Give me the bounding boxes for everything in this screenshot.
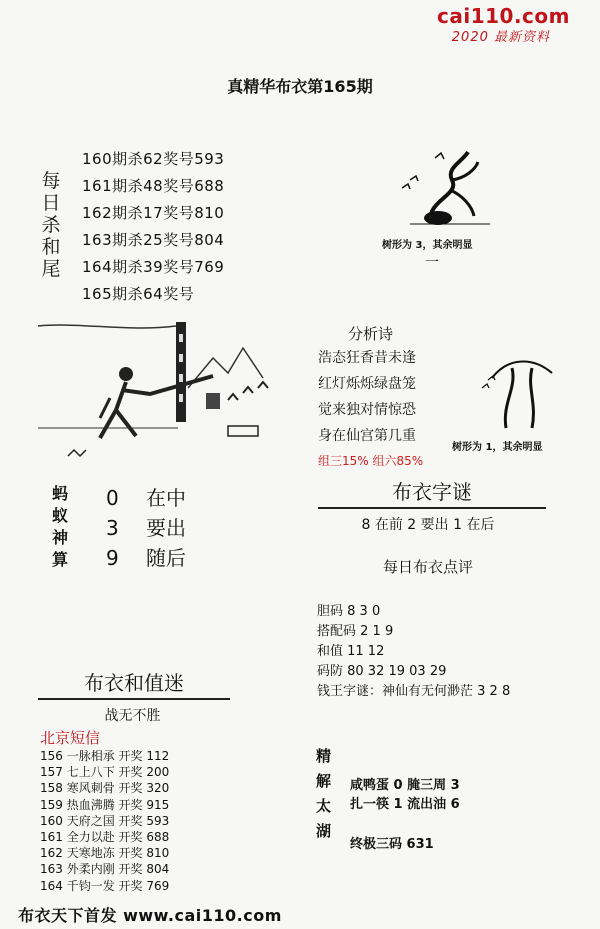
riddle-answer: 8 在前 2 要出 1 在后 <box>361 517 495 533</box>
tree-caption: 树形为 1，其余明显 <box>452 442 543 453</box>
label-char: 神 <box>52 528 69 547</box>
jingjie-label <box>316 744 331 844</box>
beijing-heading: 北京短信 <box>40 729 101 747</box>
review-line: 码防 80 32 19 03 29 <box>317 664 447 679</box>
ant-row <box>106 513 186 543</box>
list-item: 156 一脉相承 开奖 112 <box>40 749 170 763</box>
ant-rows <box>106 483 186 573</box>
jingjie-line: 咸鸭蛋 0 腌三周 3 <box>350 778 460 793</box>
beijing-list <box>40 748 169 894</box>
label-char: 解 <box>316 772 332 790</box>
label-char: 尾 <box>41 258 61 280</box>
label-char: 日 <box>41 192 61 214</box>
label-char: 精 <box>316 747 332 765</box>
combo-percent: 组三15% 组六85% <box>318 454 424 468</box>
label-char: 每 <box>41 170 61 192</box>
poem-lines <box>318 345 416 449</box>
ant-text: 在中 <box>146 486 186 510</box>
poem-line: 红灯烁烁绿盘笼 <box>318 376 416 392</box>
ant-text: 要出 <box>146 516 186 540</box>
ant-label <box>52 483 68 571</box>
list-item: 160期杀62奖号593 <box>82 150 225 168</box>
list-item: 159 热血沸腾 开奖 915 <box>40 797 170 812</box>
list-item: 162期杀17奖号810 <box>82 204 225 222</box>
warrior-illustration <box>38 318 300 468</box>
tree-mark: 一 <box>425 255 439 271</box>
ant-number: 0 <box>106 486 119 510</box>
review-line: 钱王字谜：神仙有无何渺茫 3 2 8 <box>317 684 511 699</box>
list-item: 161 全力以赴 开奖 688 <box>40 830 170 845</box>
poem-line: 身在仙宫第几重 <box>318 428 416 444</box>
list-item: 160 天府之国 开奖 593 <box>40 813 170 828</box>
ant-row <box>106 543 186 573</box>
review-line: 和值 11 12 <box>317 644 385 659</box>
tree-illustration <box>390 140 500 230</box>
hezhi-heading: 布衣和值迷 <box>38 667 230 700</box>
final-three-code: 终极三码 631 <box>350 837 434 852</box>
label-char: 和 <box>41 236 61 258</box>
ant-row <box>106 483 186 513</box>
list-item: 164期杀39奖号769 <box>82 258 225 276</box>
hezhi-answer: 战无不胜 <box>104 708 161 724</box>
label-char: 太 <box>316 797 332 815</box>
label-char: 湖 <box>316 822 332 840</box>
ant-number: 9 <box>106 546 119 570</box>
riddle-heading: 布衣字谜 <box>318 476 546 509</box>
page-title: 真精华布衣第165期 <box>227 77 373 96</box>
daily-kill-label <box>40 170 62 280</box>
ant-number: 3 <box>106 516 119 540</box>
poem-line: 浩态狂香昔未逢 <box>318 350 416 366</box>
review-line: 搭配码 2 1 9 <box>317 624 394 639</box>
jingjie-lines <box>350 776 460 814</box>
ant-text: 随后 <box>146 546 186 570</box>
jingjie-line: 扎一筷 1 流出油 6 <box>350 797 460 812</box>
list-item: 161期杀48奖号688 <box>82 177 225 195</box>
brand-logo: cai110.com <box>437 4 570 28</box>
review-line: 胆码 8 3 0 <box>317 604 381 619</box>
review-title: 每日布衣点评 <box>382 558 473 576</box>
label-char: 蚁 <box>52 506 69 525</box>
label-char: 杀 <box>41 214 61 236</box>
label-char: 蚂 <box>52 484 69 503</box>
list-item: 163 外柔内刚 开奖 804 <box>40 862 170 877</box>
list-item: 157 七上八下 开奖 200 <box>40 765 170 780</box>
tree-illustration <box>472 348 567 433</box>
poem-line: 觉来独对情惊恐 <box>318 402 416 418</box>
poem-title: 分析诗 <box>348 325 394 343</box>
list-item: 164 千钧一发 开奖 769 <box>40 878 170 893</box>
list-item: 163期杀25奖号804 <box>82 231 225 249</box>
brand-subtitle: 2020 最新资料 <box>451 30 550 45</box>
footer-text: 布衣天下首发 www.cai110.com <box>18 906 282 925</box>
review-list <box>317 602 510 702</box>
list-item: 158 寒风刺骨 开奖 320 <box>40 781 170 796</box>
list-item: 165期杀64奖号 <box>82 285 195 303</box>
daily-kill-list <box>82 146 224 308</box>
label-char: 算 <box>52 550 69 569</box>
list-item: 162 天寒地冻 开奖 810 <box>40 846 170 861</box>
tree-caption: 树形为 3，其余明显 <box>382 240 473 251</box>
